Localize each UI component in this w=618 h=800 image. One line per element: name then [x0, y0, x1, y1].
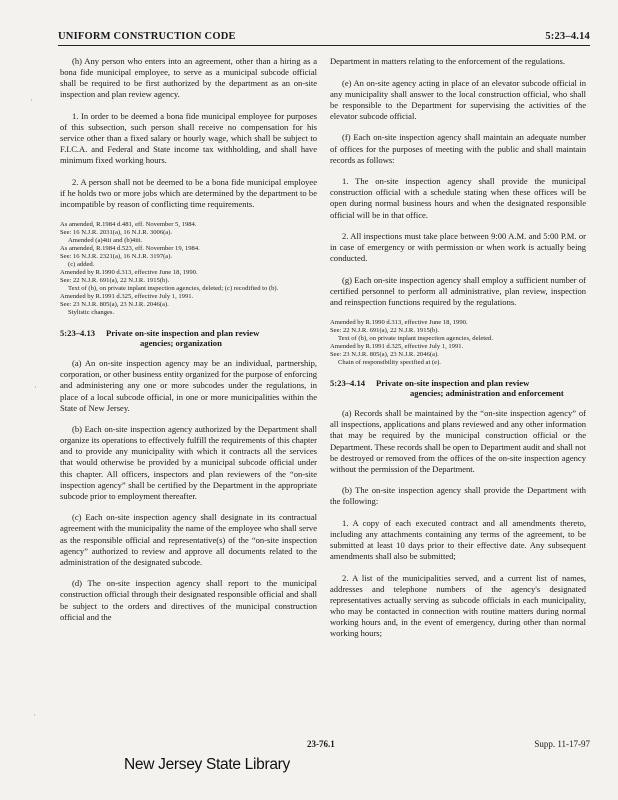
- supplement-date: Supp. 11-17-97: [534, 739, 590, 749]
- paragraph-b: (b) Each on-site inspection agency authorized by the Department shall organize its operations to effectively fulfill the requirements of this chapter and to provide any municipality with which it contracts all the services that would otherwise be provided by a municipal subcode official under this chapter. All officers, inspectors and plan reviewers of the “on-site inspection agency” shall be certified by the Department in the appropriate subcode prior to employment thereafter.: [60, 424, 317, 501]
- history-line: (c) added.: [68, 260, 95, 268]
- history-line: Amended by R.1991 d.325, effective July 1, 1991.: [330, 342, 464, 350]
- paragraph-h-2: 2. A person shall not be deemed to be a bona fide municipal employee if he holds two or more jobs which are determined by the department to be incompatible by reason of conflicting time requirements.: [60, 176, 317, 210]
- history-line: Text of (b), on private inplant inspection agencies, deleted; (c) recodified to (b).: [68, 284, 279, 292]
- paragraph-h-1: 1. In order to be deemed a bona fide municipal employee for purposes of this subsection, such person shall receive no compensation for his service other than a fixed salary or hourly wage, which shall be subject to F.I.C.A. and Federal and State income tax withholding, and shall have minimum fixed working hours.: [60, 110, 317, 166]
- paragraph-d: (d) The on-site inspection agency shall report to the municipal construction official through their designated responsible official and shall be subject to the orders and directives of the municipal construction official and the: [60, 578, 317, 622]
- history-line: As amended, R.1984 d.523, eff. November 19, 1984.: [60, 244, 200, 252]
- running-header: [58, 31, 590, 46]
- section-heading-4-13: [60, 328, 317, 350]
- history-line: See: 23 N.J.R. 805(a), 23 N.J.R. 2046(a).: [60, 300, 169, 308]
- history-line: Stylistic changes.: [68, 308, 115, 316]
- paragraph-b-2: 2. A list of the municipalities served, and a current list of names, addresses and telephone numbers of the agency's designated representatives actually serving as subcode officials in each municipality, who may be contacted in connection with routine matters during normal working hours and, in the event of emergency, during other than normal working hours;: [330, 572, 586, 639]
- scan-mark: ·: [34, 382, 37, 392]
- scan-mark: ·: [33, 710, 36, 720]
- history-line: See: 22 N.J.R. 691(a), 22 N.J.R. 1915(b).: [330, 326, 440, 334]
- history-line: Amended by R.1990 d.313, effective June 18, 1990.: [330, 318, 468, 326]
- paragraph-a: (a) An on-site inspection agency may be an individual, partnership, corporation, or other business entity organized for the purpose of enforcing and administering any one or more subcodes under the regulations, in place of a local subcode official, in one or more municipalities within the State of New Jersey.: [60, 358, 317, 413]
- paragraph-b: (b) The on-site inspection agency shall provide the Department with the following:: [330, 485, 586, 507]
- history-line: Amended by R.1990 d.313, effective June 18, 1990.: [60, 268, 198, 276]
- section-number: 5:23–4.13: [60, 327, 96, 338]
- paragraph-f-2: 2. All inspections must take place between 9:00 A.M. and 5:00 P.M. or in case of emergency or with permission or when work is actually being conducted.: [330, 231, 586, 264]
- history-line: Chain of responsibility specified at (e).: [338, 358, 441, 366]
- history-line: See: 23 N.J.R. 805(a), 23 N.J.R. 2046(a).: [330, 350, 439, 358]
- library-stamp: New Jersey State Library: [124, 756, 290, 773]
- paragraph-a: (a) Records shall be maintained by the “on-site inspection agency” of all inspections, applications and plans reviewed and any other information that may be required by the municipal construction official or the Department. These records shall be open to Department audit and shall not be destroyed or removed from the offices of the on-site inspection agency without the permission of the Department.: [330, 408, 586, 474]
- right-column: [330, 56, 586, 650]
- paragraph-c: (c) Each on-site inspection agency shall designate in its contractual agreement with the municipality the name of the employee who shall serve as the responsible official and representative(s) of the “on-site inspection agency” authorized to review and approve all documents related to the administration of the designated subcode.: [60, 512, 317, 567]
- section-number: 5:23–4.14: [330, 377, 366, 388]
- history-line: Text of (b), on private inplant inspection agencies, deleted.: [338, 334, 493, 342]
- section-title-line: agencies; administration and enforcement: [410, 388, 564, 399]
- history-line: Amended (a)4iii and (b)4iii.: [68, 236, 143, 244]
- paragraph-e: (e) An on-site agency acting in place of an elevator subcode official in any municipality shall answer to the local construction official, who shall be responsible to the Department for supervising the activities of the elevator subcode official.: [330, 77, 586, 121]
- header-title: UNIFORM CONSTRUCTION CODE: [58, 31, 236, 42]
- history-note: [60, 221, 317, 317]
- history-line: Amended by R.1991 d.325, effective July 1, 1991.: [60, 292, 194, 300]
- paragraph-d-continued: Department in matters relating to the enforcement of the regulations.: [330, 56, 565, 66]
- paragraph-b-1: 1. A copy of each executed contract and all amendments thereto, including any attachments containing any terms of the agreement, to be submitted at least 10 days prior to their effective date. Any subsequent amendments shall also be submitted;: [330, 518, 586, 562]
- history-line: As amended, R.1984 d.481, eff. November 5, 1984.: [60, 220, 197, 228]
- paragraph-f: (f) Each on-site inspection agency shall maintain an adequate number of offices for the purposes of meeting with the public and shall maintain records as follows:: [330, 132, 586, 165]
- history-line: See: 22 N.J.R. 691(a), 22 N.J.R. 1915(b).: [60, 276, 170, 284]
- page-number: 23-76.1: [307, 739, 335, 749]
- section-title-line: agencies; organization: [140, 338, 222, 349]
- history-line: See: 16 N.J.R. 2321(a), 16 N.J.R. 3197(a).: [60, 252, 173, 260]
- scan-mark: ·: [30, 95, 33, 105]
- section-heading-4-14: [330, 378, 586, 400]
- header-section-range: 5:23–4.14: [545, 31, 590, 42]
- section-title-line: Private on-site inspection and plan review: [106, 327, 260, 338]
- paragraph-f-1: 1. The on-site inspection agency shall provide the municipal construction official with a schedule stating when these offices will be open during normal business hours and when the designated responsible official will be in that office.: [330, 176, 586, 220]
- history-line: See: 16 N.J.R. 2031(a), 16 N.J.R. 3006(a).: [60, 228, 173, 236]
- history-note: [330, 319, 586, 367]
- left-column: [60, 56, 317, 633]
- paragraph-h: (h) Any person who enters into an agreement, other than a hiring as a bona fide municipal employee, to serve as a municipal subcode official shall be required to be first authorized by the department as an on-site inspection and plan review agency.: [60, 56, 317, 100]
- paragraph-g: (g) Each on-site inspection agency shall employ a sufficient number of certified personnel to perform all administrative, plan review, inspection and reinspection functions required by the regulations.: [330, 274, 586, 308]
- section-title-line: Private on-site inspection and plan review: [376, 377, 530, 388]
